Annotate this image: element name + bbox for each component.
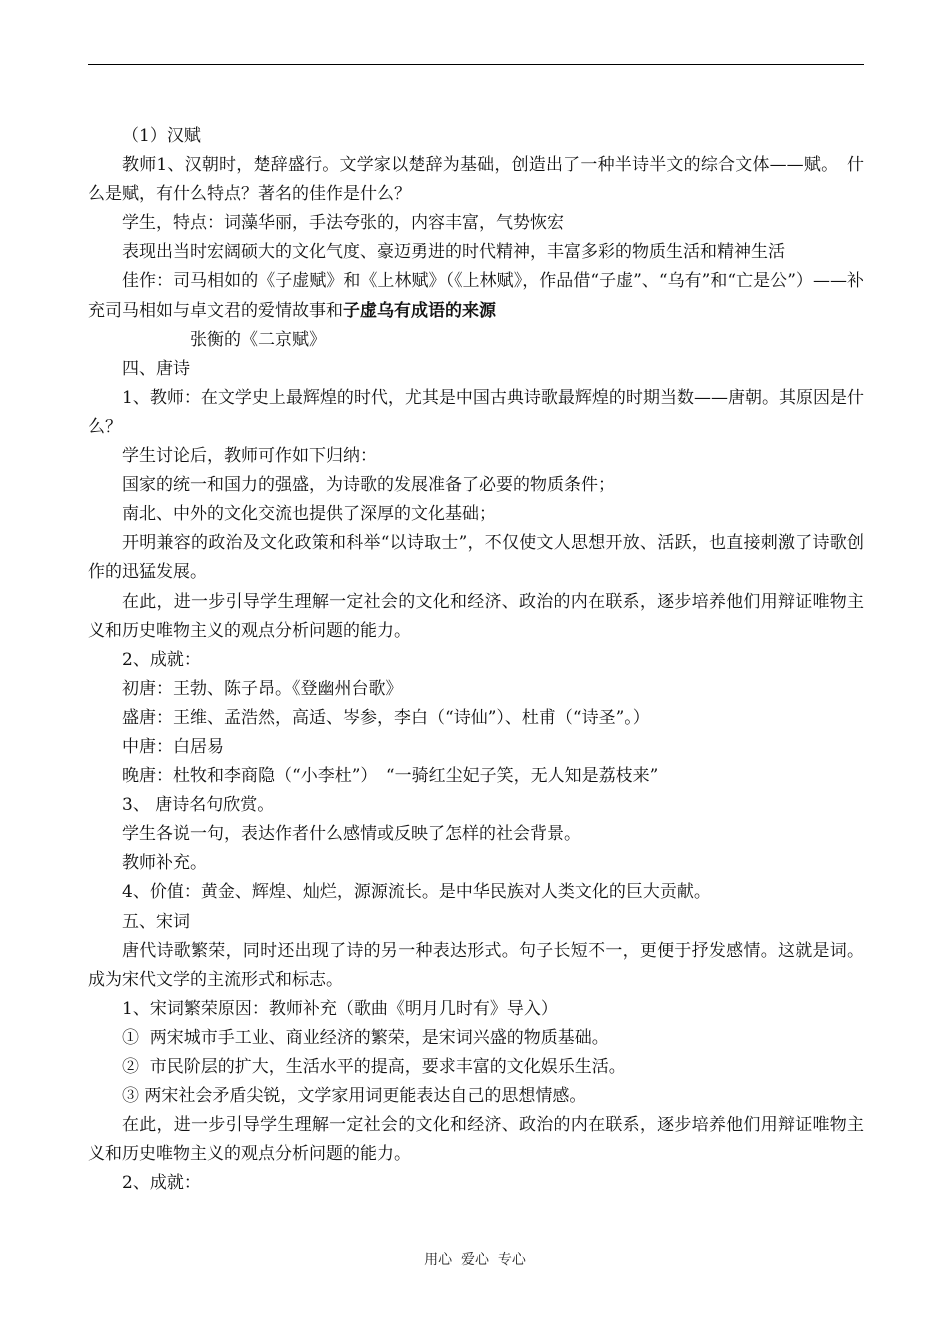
paragraph: 在此，进一步引导学生理解一定社会的文化和经济、政治的内在联系，逐步培养他们用辩证唯物主义和历史唯物主义的观点分析问题的能力。: [88, 591, 864, 641]
paragraph: 初唐：王勃、陈子昂。《登幽州台歌》: [122, 678, 403, 699]
paragraph: 2、成就：: [122, 649, 201, 670]
paragraph: 1、教师：在文学史上最辉煌的时代，尤其是中国古典诗歌最辉煌的时期当数——唐朝。其原因是什么？: [88, 387, 864, 437]
paragraph: 张衡的《二京赋》: [190, 329, 326, 350]
paragraph: 开明兼容的政治及文化政策和科举“以诗取士”，不仅使文人思想开放、活跃，也直接刺激了诗歌创作的迅猛发展。: [88, 533, 864, 583]
paragraph: 2、成就：: [122, 1173, 201, 1194]
section-heading-song-ci: 五、宋词: [122, 911, 190, 932]
paragraph: 南北、中外的文化交流也提供了深厚的文化基础；: [122, 504, 496, 525]
paragraph-text: 佳作：司马相如的《子虚赋》和《上林赋》（《上林赋》，作品借“子虚”、“乌有”和“亡是公”）——补充司马相如与卓文君的爱情故事和: [88, 271, 864, 321]
paragraph: 国家的统一和国力的强盛，为诗歌的发展准备了必要的物质条件；: [122, 475, 615, 496]
paragraph: 学生讨论后，教师可作如下归纳：: [122, 446, 377, 467]
paragraph: 教师补充。: [122, 853, 207, 874]
paragraph: 1、宋词繁荣原因：教师补充（歌曲《明月几时有》导入）: [122, 998, 558, 1019]
list-item: ② 市民阶层的扩大，生活水平的提高，要求丰富的文化娱乐生活。: [122, 1057, 626, 1077]
paragraph: 4、价值：黄金、辉煌、灿烂，源源流长。是中华民族对人类文化的巨大贡献。: [122, 882, 711, 903]
paragraph: 3、 唐诗名句欣赏。: [122, 795, 275, 816]
page-footer: 用心 爱心 专心: [424, 1252, 526, 1268]
document-body: [88, 122, 864, 1198]
bold-phrase: 子虚乌有成语的来源: [343, 300, 496, 321]
subheading-han-fu: （1）汉赋: [122, 126, 201, 146]
list-item: ③ 两宋社会矛盾尖锐，文学家用词更能表达自己的思想情感。: [122, 1086, 587, 1107]
header-rule: [88, 64, 864, 65]
paragraph: 在此，进一步引导学生理解一定社会的文化和经济、政治的内在联系，逐步培养他们用辩证唯物主义和历史唯物主义的观点分析问题的能力。: [88, 1115, 864, 1165]
paragraph-masterpieces: [88, 267, 864, 325]
paragraph: 中唐：白居易: [122, 736, 224, 757]
paragraph: 学生各说一句，表达作者什么感情或反映了怎样的社会背景。: [122, 824, 581, 845]
list-item: ① 两宋城市手工业、商业经济的繁荣，是宋词兴盛的物质基础。: [122, 1027, 609, 1048]
paragraph: 唐代诗歌繁荣，同时还出现了诗的另一种表达形式。句子长短不一，更便于抒发感情。这就是词。成为宋代文学的主流形式和标志。: [88, 940, 864, 990]
paragraph: 盛唐：王维、孟浩然，高适、岑参，李白（“诗仙”）、杜甫（“诗圣”。）: [122, 707, 650, 728]
paragraph: 学生，特点：词藻华丽，手法夸张的，内容丰富，气势恢宏: [122, 213, 564, 234]
section-heading-tang-poetry: 四、唐诗: [122, 358, 190, 379]
paragraph: 表现出当时宏阔硕大的文化气度、豪迈勇进的时代精神，丰富多彩的物质生活和精神生活: [122, 242, 785, 263]
paragraph: 教师1、汉朝时，楚辞盛行。文学家以楚辞为基础，创造出了一种半诗半文的综合文体——赋。 什么是赋，有什么特点？著名的佳作是什么？: [88, 155, 864, 205]
paragraph: 晚唐：杜牧和李商隐（“小李杜”） “一骑红尘妃子笑，无人知是荔枝来”: [122, 766, 659, 787]
